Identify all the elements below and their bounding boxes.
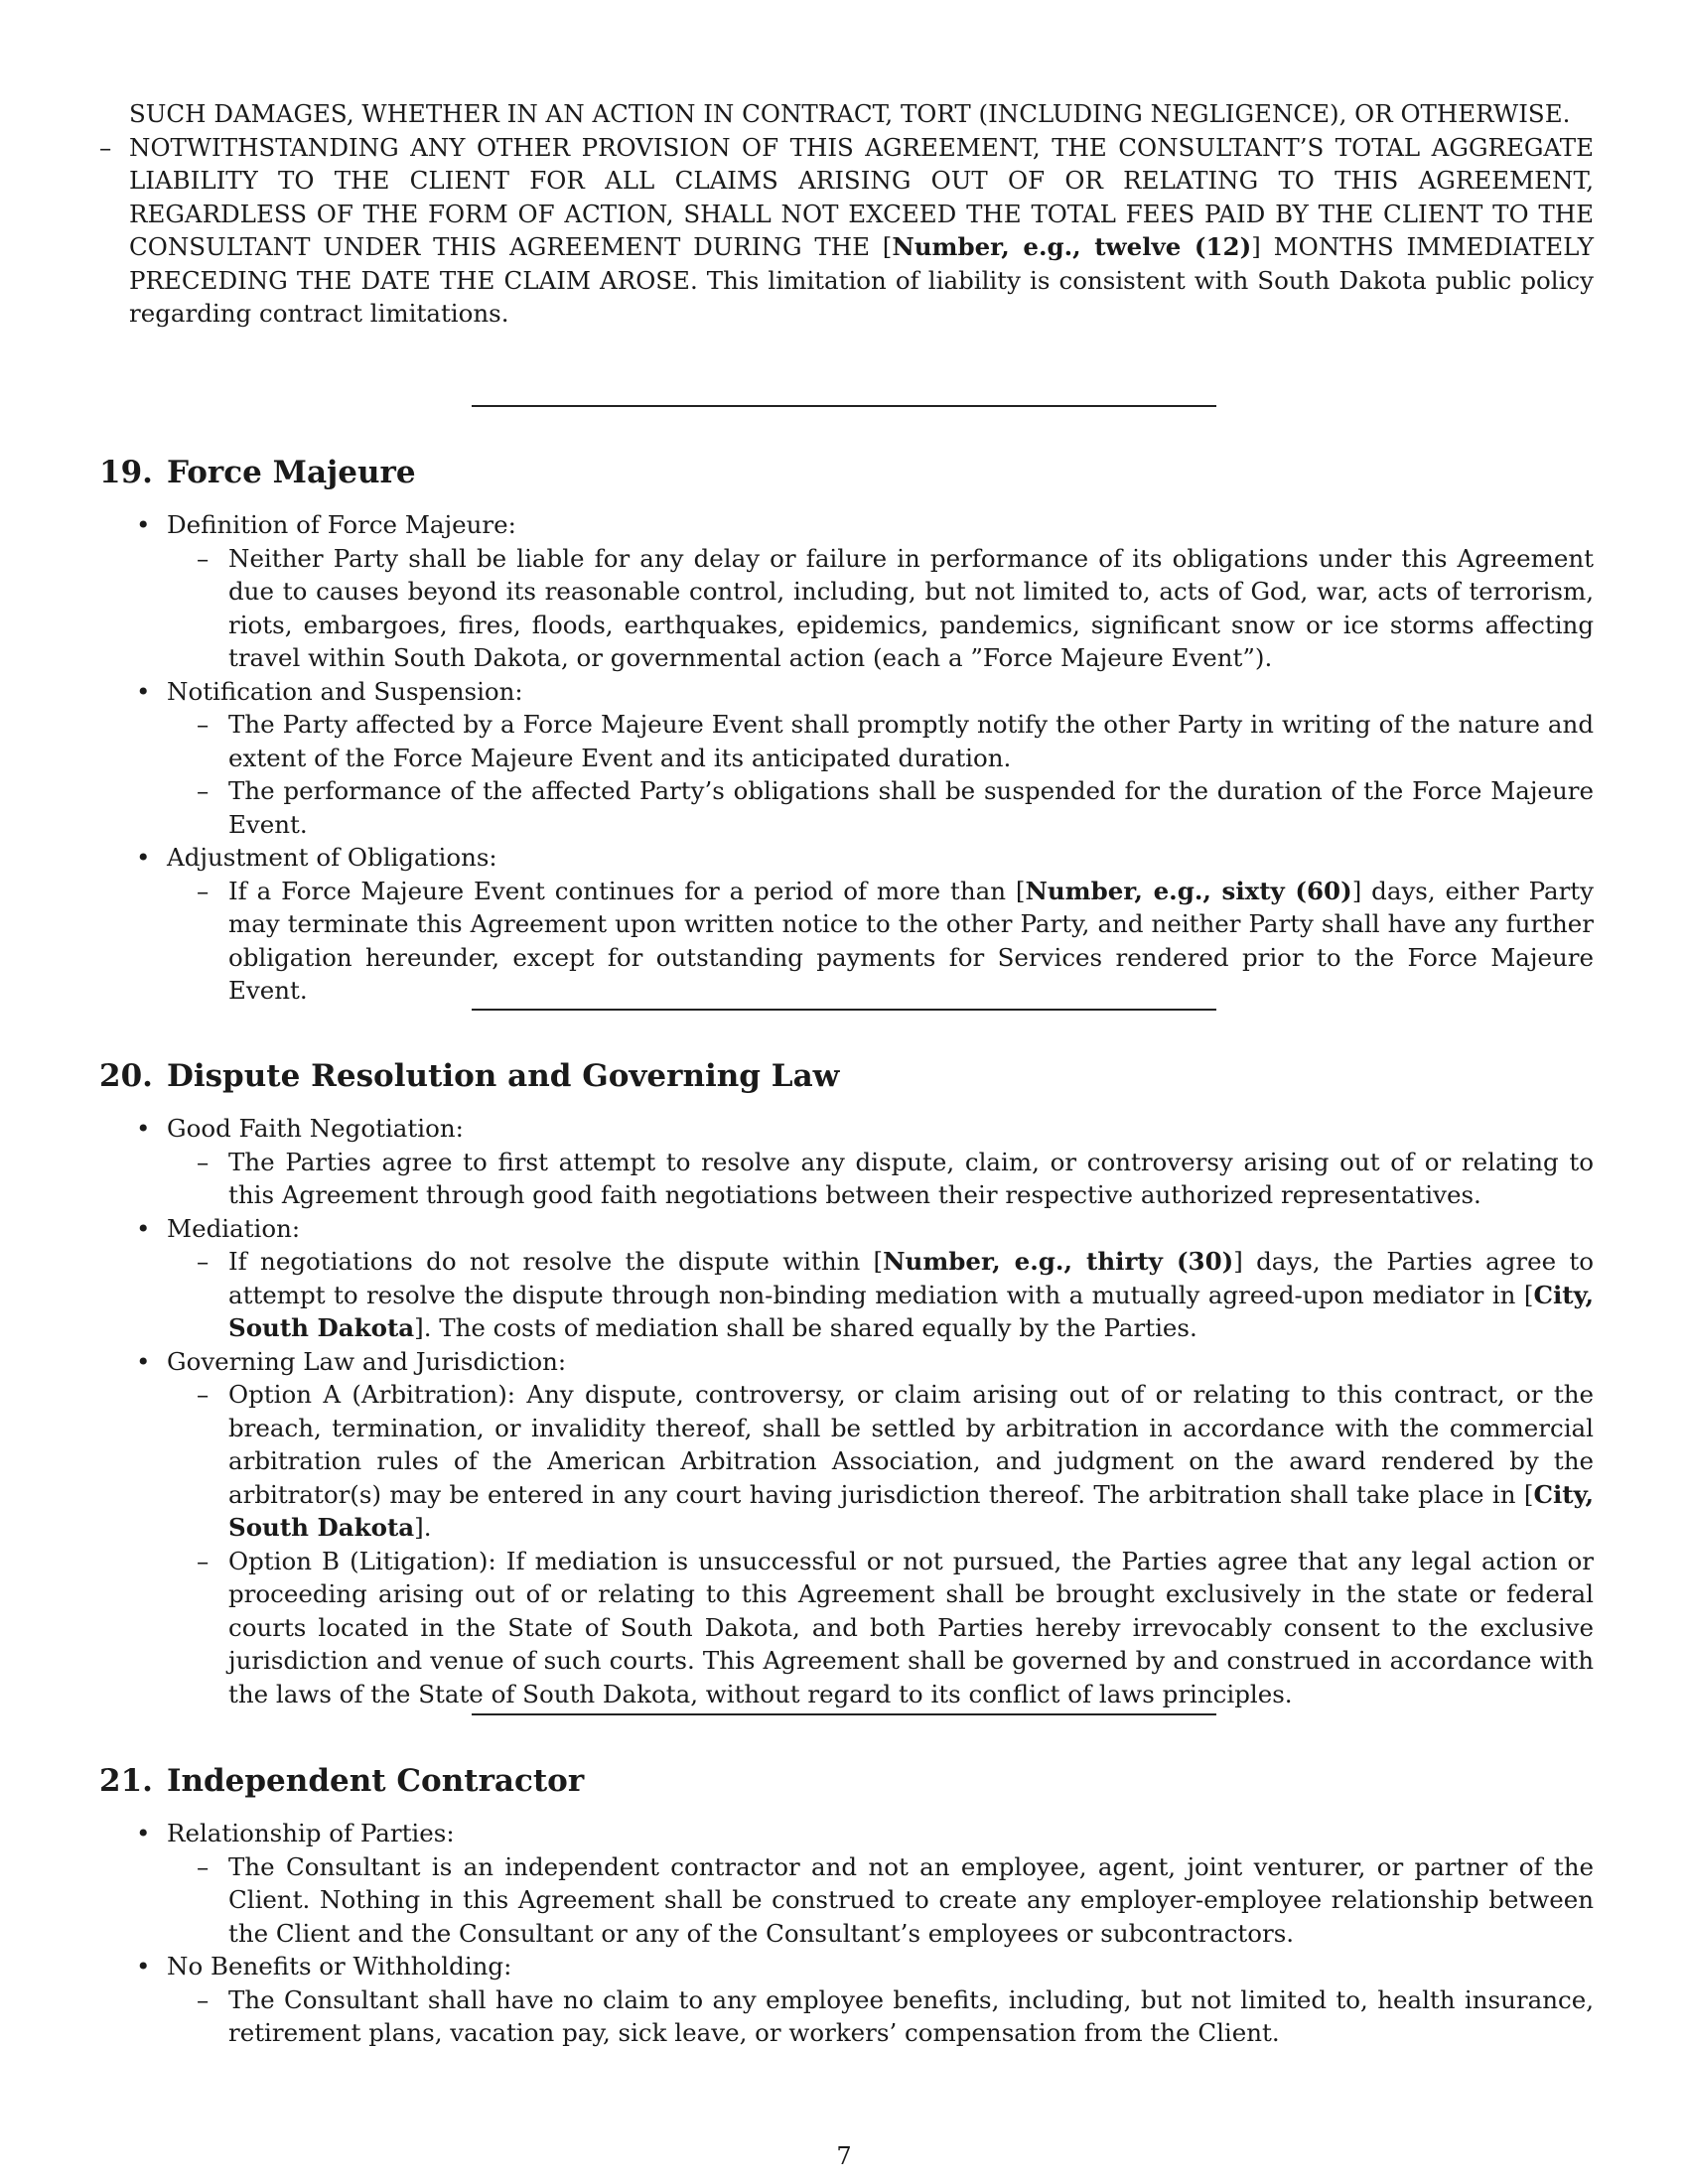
list-item: • Notification and Suspension: bbox=[136, 676, 523, 706]
list-item: • Governing Law and Jurisdiction: bbox=[136, 1346, 567, 1376]
section-heading-20: 20. Dispute Resolution and Governing Law bbox=[99, 1058, 840, 1094]
section-divider bbox=[472, 405, 1216, 407]
sub-list-item: – The performance of the affected Party’s obligations shall be suspended for the duration of the Force Majeure Event. bbox=[197, 776, 1594, 839]
section-heading-19: 19. Force Majeure bbox=[99, 455, 416, 490]
sub-list-item: – If a Force Majeure Event continues for a period of more than [Number, e.g., sixty (60)] days, either Party may terminate this Agreement upon written notice to the other Party, and neither Party shall have any further obligation hereunder, except for outstanding payments for Services rendered prior to the Force Majeure Event. bbox=[197, 876, 1594, 1005]
continuation-text: SUCH DAMAGES, WHETHER IN AN ACTION IN CONTRACT, TORT (INCLUDING NEGLIGENCE), OR OTHERWISE. bbox=[129, 99, 1571, 128]
section-21-body bbox=[0, 1817, 1688, 2050]
list-item: • Mediation: bbox=[136, 1213, 301, 1243]
dash-marker: – bbox=[99, 132, 112, 162]
section-heading-21: 21. Independent Contractor bbox=[99, 1763, 585, 1799]
section-20-body bbox=[0, 1112, 1688, 1710]
liability-cap-item: – NOTWITHSTANDING ANY OTHER PROVISION OF THIS AGREEMENT, THE CONSULTANT’S TOTAL AGGREGATE LIABILITY TO THE CLIENT FOR ALL CLAIMS ARISING OUT OF OR RELATING TO THIS AGREEMENT, REGARDLESS OF THE FORM OF ACTION, SHALL NOT EXCEED THE TOTAL FEES PAID BY THE CLIENT TO THE CONSULTANT UNDER THIS AGREEMENT DURING THE [Number, e.g., twelve (12)] MONTHS IMMEDIATELY PRECEDING THE DATE THE CLAIM AROSE. This limitation of liability is consistent with South Dakota public policy regarding contract limitations. bbox=[99, 132, 1594, 328]
sub-list-item: – The Consultant is an independent contractor and not an employee, agent, joint venturer, or partner of the Client. Nothing in this Agreement shall be construed to create any employer-employee relationship between the Client and the Consultant or any of the Consultant’s employees or subcontractors. bbox=[197, 1851, 1594, 1948]
sub-list-item: – The Party affected by a Force Majeure Event shall promptly notify the other Party in writing of the nature and extent of the Force Majeure Event and its anticipated duration. bbox=[197, 710, 1594, 772]
sub-list-item: – The Consultant shall have no claim to any employee benefits, including, but not limited to, health insurance, retirement plans, vacation pay, sick leave, or workers’ compensation from the Client. bbox=[197, 1984, 1594, 2047]
list-item: • No Benefits or Withholding: bbox=[136, 1952, 512, 1980]
list-item: • Good Faith Negotiation: bbox=[136, 1114, 464, 1143]
sub-list-item: – If negotiations do not resolve the dispute within [Number, e.g., thirty (30)] days, the Parties agree to attempt to resolve the dispute through non-binding mediation with a mutually agreed-upon mediator in [City, South Dakota]. The costs of mediation shall be shared equally by the Parties. bbox=[197, 1247, 1594, 1342]
sub-list-item: – Neither Party shall be liable for any delay or failure in performance of its obligations under this Agreement due to causes beyond its reasonable control, including, but not limited to, acts of God, war, acts of terrorism, riots, embargoes, fires, floods, earthquakes, epidemics, pandemics, significant snow or ice storms affecting travel within South Dakota, or governmental action (each a ”Force Majeure Event”). bbox=[197, 543, 1594, 672]
sub-list-item: – Option A (Arbitration): Any dispute, controversy, or claim arising out of or relating to this contract, or the breach, termination, or invalidity thereof, shall be settled by arbitration in accordance with the commercial arbitration rules of the American Arbitration Association, and judgment on the award rendered by the arbitrator(s) may be entered in any court having jurisdiction thereof. The arbitration shall take place in [City, South Dakota]. bbox=[197, 1380, 1594, 1542]
sub-list-item: – Option B (Litigation): If mediation is unsuccessful or not pursued, the Parties agree that any legal action or proceeding arising out of or relating to this Agreement shall be brought exclusively in the state or federal courts located in the State of South Dakota, and both Parties hereby irrevocably consent to the exclusive jurisdiction and venue of such courts. This Agreement shall be governed by and construed in accordance with the laws of the State of South Dakota, without regard to its conflict of laws principles. bbox=[197, 1546, 1594, 1708]
list-item: • Relationship of Parties: bbox=[136, 1819, 455, 1847]
section-divider bbox=[472, 1713, 1216, 1715]
liability-continuation bbox=[0, 97, 1688, 331]
section-divider bbox=[472, 1009, 1216, 1011]
sub-list-item: – The Parties agree to first attempt to resolve any dispute, claim, or controversy arising out of or relating to this Agreement through good faith negotiations between their respective authorized representatives. bbox=[197, 1147, 1594, 1209]
list-item: • Adjustment of Obligations: bbox=[136, 843, 497, 872]
section-19-body bbox=[0, 508, 1688, 1008]
bullet-marker: • bbox=[136, 510, 151, 539]
page-number: 7 bbox=[836, 2142, 852, 2170]
list-item: • Definition of Force Majeure: bbox=[0, 508, 1688, 542]
